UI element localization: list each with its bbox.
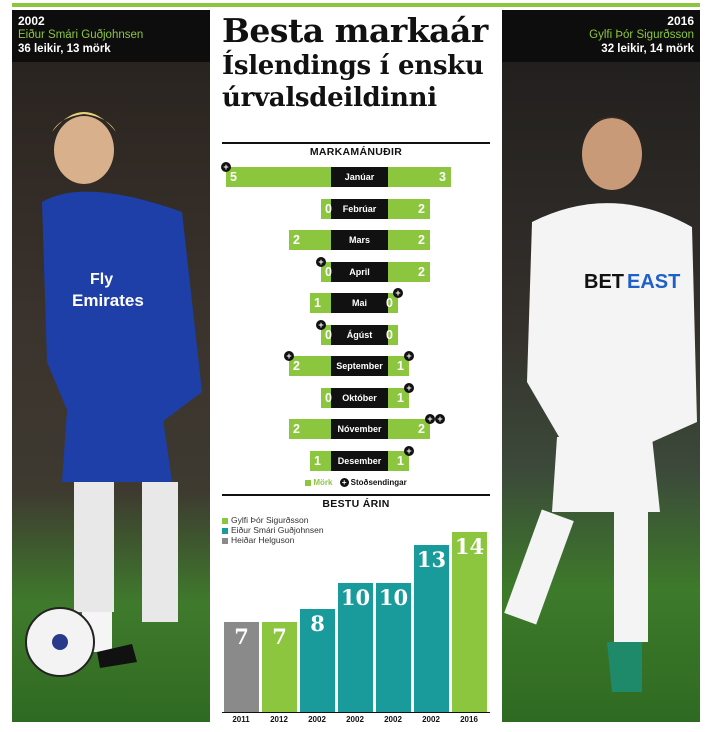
left-goal-value: 2 [293,422,300,436]
month-label: April [331,262,388,282]
month-label: Mars [331,230,388,250]
svg-text:Fly: Fly [90,271,114,288]
right-goal-value: 2 [418,233,425,247]
year-bar-value: 10 [340,585,371,610]
right-goal-bar [388,262,430,282]
right-goal-value: 3 [439,170,446,184]
year-tick-label: 2002 [346,715,364,724]
left-assist-icon: + [221,162,231,172]
left-goal-value: 2 [293,233,300,247]
left-player-panel [12,10,210,722]
right-goal-bar [388,230,430,250]
left-player-figure [12,62,210,722]
year-bar-value: 7 [272,624,287,649]
left-goal-value: 0 [325,202,332,216]
year-bar [262,622,297,712]
top-accent-line [12,3,700,7]
right-panel-name: Gylfi Þór Sigurðsson [589,29,694,41]
right-goal-value: 0 [386,296,393,310]
year-tick-label: 2002 [384,715,402,724]
left-panel-year: 2002 [18,14,45,28]
year-bar-value: 8 [310,611,325,636]
svg-text:Emirates: Emirates [72,291,144,310]
left-assist-icon: + [316,257,326,267]
right-panel-header [502,10,700,62]
right-player-photo [502,62,700,722]
left-goal-value: 0 [325,328,332,342]
svg-text:BET: BET [584,271,624,293]
right-panel-year: 2016 [667,14,694,28]
right-player-figure [502,62,700,722]
year-bar-value: 10 [378,585,409,610]
month-label: Febrúar [331,199,388,219]
left-goal-bar [310,451,331,471]
left-goal-value: 1 [314,296,321,310]
years-legend [222,515,324,545]
legend-item-gylfi [222,515,324,525]
year-bar [376,583,411,712]
right-goal-value: 1 [397,391,404,405]
left-goal-bar [289,419,331,439]
month-label: Ágúst [331,325,388,345]
left-assist-icon: + [316,320,326,330]
month-label: Mai [331,293,388,313]
months-rule [222,142,490,144]
right-assist-icon: + [393,288,403,298]
left-panel-stats: 36 leikir, 13 mörk [18,43,111,55]
year-bar-value: 14 [454,534,485,559]
year-bar-value: 13 [416,547,447,572]
right-assist-icon: + [404,446,414,456]
month-label: Nóvember [331,419,388,439]
months-chart-title: MARKAMÁNUÐIR [309,146,403,158]
left-goal-bar [321,388,331,408]
months-legend [222,478,490,487]
legend-item-eidur [222,525,324,535]
right-panel-stats: 32 leikir, 14 mörk [601,43,694,55]
year-tick-label: 2012 [270,715,288,724]
right-assist-icon: + [404,351,414,361]
left-goal-bar [321,199,331,219]
year-bar [300,609,335,712]
year-tick-label: 2002 [422,715,440,724]
right-goal-value: 1 [397,454,404,468]
left-goal-value: 0 [325,265,332,279]
year-tick-label: 2002 [308,715,326,724]
years-baseline [222,712,490,713]
legend-label-heidar: Heiðar Helguson [231,535,295,545]
title-line-2: Íslendings í ensku [222,51,484,81]
right-goal-value: 2 [418,422,425,436]
right-goal-value: 1 [397,359,404,373]
left-assist-icon: + [284,351,294,361]
left-goal-value: 2 [293,359,300,373]
right-assist-icon: + [404,383,414,393]
left-goal-bar [289,356,331,376]
month-label: September [331,356,388,376]
left-goal-bar [310,293,331,313]
right-player-panel [502,10,700,722]
right-goal-bar [388,167,451,187]
legend-item-heidar [222,535,324,545]
year-bar [452,532,487,712]
goals-swatch [305,480,311,486]
years-rule [222,494,490,496]
year-tick-label: 2016 [460,715,478,724]
right-assist-icon: + [435,414,445,424]
right-assist-icon: + [425,414,435,424]
right-goal-bar [388,419,430,439]
month-label: Janúar [331,167,388,187]
year-bar [414,545,449,712]
right-goal-value: 2 [418,202,425,216]
right-goal-value: 2 [418,265,425,279]
left-panel-header [12,10,210,62]
left-goal-bar [289,230,331,250]
assist-plus-icon: + [340,478,349,487]
legend-label-gylfi: Gylfi Þór Sigurðsson [231,515,309,525]
left-panel-name: Eiður Smári Guðjohnsen [18,29,144,41]
year-tick-label: 2011 [232,715,250,724]
right-goal-value: 0 [386,328,393,342]
left-goal-bar [226,167,331,187]
month-label: Desember [331,451,388,471]
right-goal-bar [388,199,430,219]
assists-legend-label: Stoðsendingar [350,478,407,487]
month-label: Október [331,388,388,408]
right-goal-bar [388,325,398,345]
year-bar [224,622,259,712]
title-line-3: úrvalsdeildinni [222,83,437,113]
legend-label-eidur: Eiður Smári Guðjohnsen [231,525,324,535]
year-bar-value: 7 [234,624,249,649]
left-goal-value: 1 [314,454,321,468]
years-chart-title: BESTU ÁRIN [322,498,390,510]
goals-legend-label: Mörk [313,478,333,487]
title-line-1: Besta markaár [222,11,488,50]
left-player-photo [12,62,210,722]
left-goal-value: 5 [230,170,237,184]
svg-text:EAST: EAST [627,271,681,293]
year-bar [338,583,373,712]
left-goal-value: 0 [325,391,332,405]
page-title [222,12,492,114]
